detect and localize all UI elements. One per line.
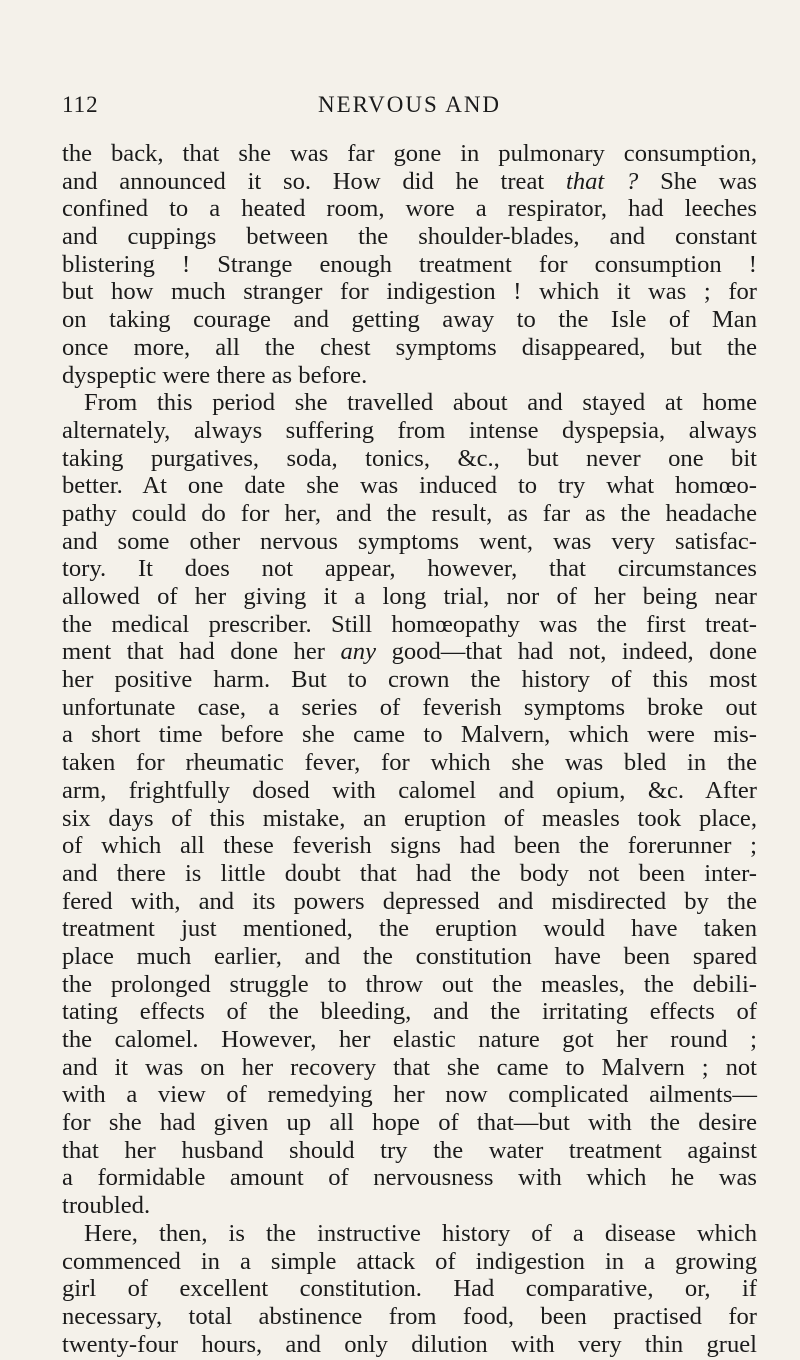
- text-line: treatment just mentioned, the eruption would have taken: [62, 915, 757, 943]
- text-line: that her husband should try the water treatment against: [62, 1136, 757, 1164]
- text-line: unfortunate case, a series of feverish symptoms broke out: [62, 693, 757, 721]
- text-line: ment that had done her any good—that had not, indeed, done: [62, 638, 757, 666]
- text-line: with a view of remedying her now complicated ailments—: [62, 1081, 757, 1109]
- text-line: and cuppings between the shoulder-blades, and constant: [62, 223, 757, 251]
- text-line: place much earlier, and the constitution have been spared: [62, 942, 757, 970]
- text-line: better. At one date she was induced to try what homœo-: [62, 472, 757, 500]
- italic-text: that ?: [565, 167, 639, 195]
- text-line: dyspeptic were there as before.: [62, 361, 368, 389]
- text-line: and announced it so. How did he treat that ? She was: [62, 167, 757, 195]
- text-line: but how much stranger for indigestion ! which it was ; for: [62, 278, 757, 306]
- text-line: six days of this mistake, an eruption of measles took place,: [62, 804, 757, 832]
- page-number: 112: [62, 92, 99, 117]
- text-line: alternately, always suffering from intense dyspepsia, always: [62, 416, 757, 444]
- text-line: twenty-four hours, and only dilution with very thin gruel: [62, 1330, 757, 1358]
- text-line: pathy could do for her, and the result, as far as the headache: [62, 499, 757, 527]
- running-head: [62, 92, 757, 126]
- text-line: From this period she travelled about and stayed at home: [84, 389, 757, 417]
- text-line: tating effects of the bleeding, and the irritating effects of: [62, 998, 757, 1026]
- text-line: once more, all the chest symptoms disappeared, but the: [62, 333, 757, 361]
- text-line: commenced in a simple attack of indigestion in a growing: [62, 1247, 757, 1275]
- text-line: her positive harm. But to crown the history of this most: [62, 666, 757, 694]
- body-text: [62, 140, 757, 1358]
- text-line: on taking courage and getting away to the Isle of Man: [62, 306, 757, 334]
- text-line: tory. It does not appear, however, that circumstances: [62, 555, 757, 583]
- text-line: a formidable amount of nervousness with which he was: [62, 1164, 757, 1192]
- text-line: for she had given up all hope of that—but with the desire: [62, 1109, 757, 1137]
- text-line: and it was on her recovery that she came to Malvern ; not: [62, 1053, 757, 1081]
- text-line: taken for rheumatic fever, for which she was bled in the: [62, 749, 757, 777]
- text-line: arm, frightfully dosed with calomel and opium, &c. After: [62, 776, 757, 804]
- text-line: of which all these feverish signs had been the forerunner ;: [62, 832, 757, 860]
- text-line: the back, that she was far gone in pulmonary consumption,: [62, 140, 757, 167]
- text-line: and some other nervous symptoms went, was very satisfac-: [62, 527, 757, 555]
- text-line: fered with, and its powers depressed and misdirected by the: [62, 887, 757, 915]
- running-title: NERVOUS AND: [317, 92, 502, 117]
- text-line: the prolonged struggle to throw out the measles, the debili-: [62, 970, 757, 998]
- text-line: taking purgatives, soda, tonics, &c., but never one bit: [62, 444, 757, 472]
- text-line: and there is little doubt that had the body not been inter-: [62, 859, 757, 887]
- text-line: troubled.: [62, 1192, 151, 1220]
- italic-text: any: [340, 638, 377, 666]
- text-line: Here, then, is the instructive history of a disease which: [84, 1219, 757, 1247]
- text-line: allowed of her giving it a long trial, nor of her being near: [62, 583, 757, 610]
- text-line: the medical prescriber. Still homœopathy was the first treat-: [62, 610, 757, 638]
- text-line: confined to a heated room, wore a respirator, had leeches: [62, 195, 757, 223]
- text-line: necessary, total abstinence from food, been practised for: [62, 1302, 757, 1330]
- text-line: blistering ! Strange enough treatment for consumption !: [62, 250, 757, 278]
- text-line: girl of excellent constitution. Had comparative, or, if: [62, 1275, 757, 1303]
- text-line: a short time before she came to Malvern, which were mis-: [62, 721, 757, 749]
- text-line: the calomel. However, her elastic nature got her round ;: [62, 1026, 757, 1053]
